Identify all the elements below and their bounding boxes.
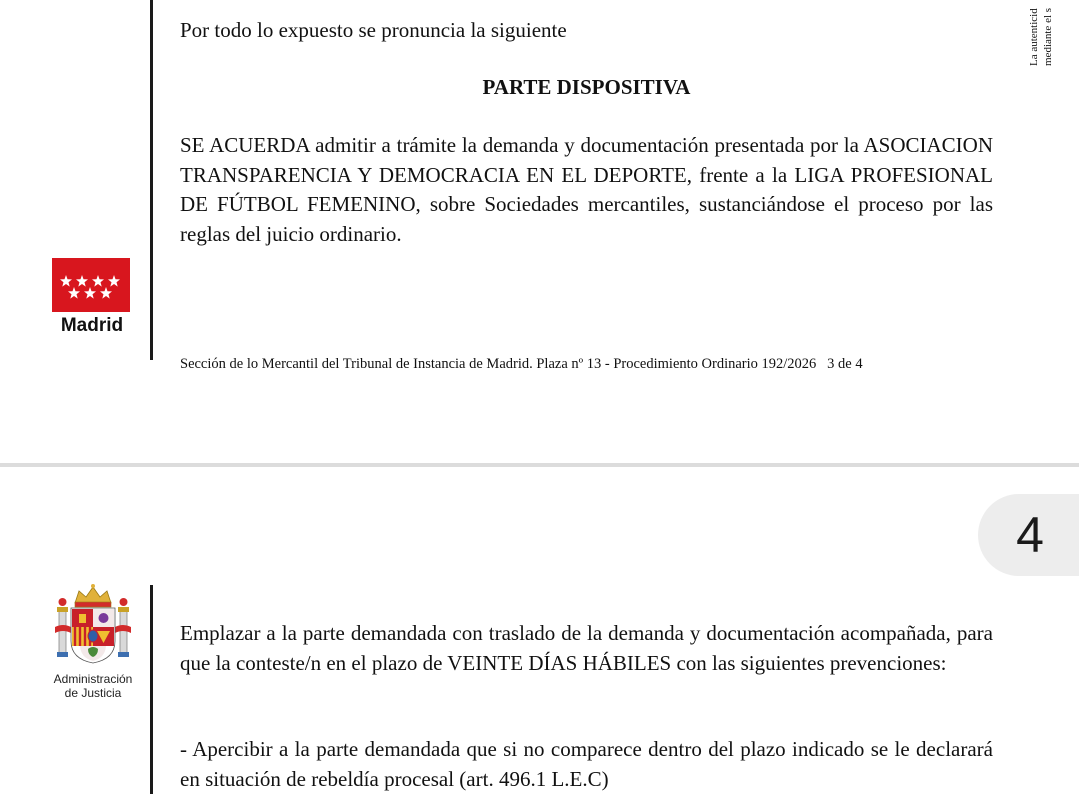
administracion-justicia-logo xyxy=(48,583,138,700)
warning-paragraph: - Apercibir a la parte demandada que si no comparece dentro del plazo indicado se le declarará en situación de rebeldía procesal (art. 496.1 L.E.C) xyxy=(180,737,993,791)
left-margin-rule xyxy=(150,0,153,360)
page-number-badge xyxy=(978,494,1079,576)
madrid-community-flag-icon xyxy=(52,258,130,312)
spanish-coat-of-arms-icon xyxy=(53,583,133,667)
document-page-4 xyxy=(0,467,1079,794)
summons-paragraph: Emplazar a la parte demandada con traslado de la demanda y documentación acompañada, para que la conteste/n en el plazo de VEINTE DÍAS HÁBILES con las siguientes prevenciones: xyxy=(180,621,993,675)
page-footer: Sección de lo Mercantil del Tribunal de Instancia de Madrid. Plaza nº 13 - Procedimiento Ordinario 192/2026 3 de 4 xyxy=(180,356,863,372)
justice-logo-label-line-1: Administración xyxy=(53,672,133,686)
madrid-logo-label: Madrid xyxy=(60,315,124,336)
intro-sentence: Por todo lo expuesto se pronuncia la siguiente xyxy=(180,18,567,42)
side-note-line-1: La autenticid xyxy=(1028,8,1040,66)
left-margin-rule xyxy=(150,585,153,794)
madrid-logo xyxy=(52,258,132,337)
side-note-line-2: mediante el s xyxy=(1042,7,1054,66)
authentication-side-note xyxy=(1026,0,1062,70)
justice-logo-label-line-2: de Justicia xyxy=(64,686,122,700)
section-heading: PARTE DISPOSITIVA xyxy=(482,75,691,99)
page-number: 4 xyxy=(1016,507,1044,563)
ruling-paragraph: SE ACUERDA admitir a trámite la demanda y documentación presentada por la ASOCIACION TRANSPARENCIA Y DEMOCRACIA EN EL DEPORTE, frente a la LIGA PROFESIONAL DE FÚTBOL FEMENINO, sobre Sociedades mercantiles, sustanciándose el proceso por las reglas del juicio ordinario. xyxy=(180,133,993,246)
